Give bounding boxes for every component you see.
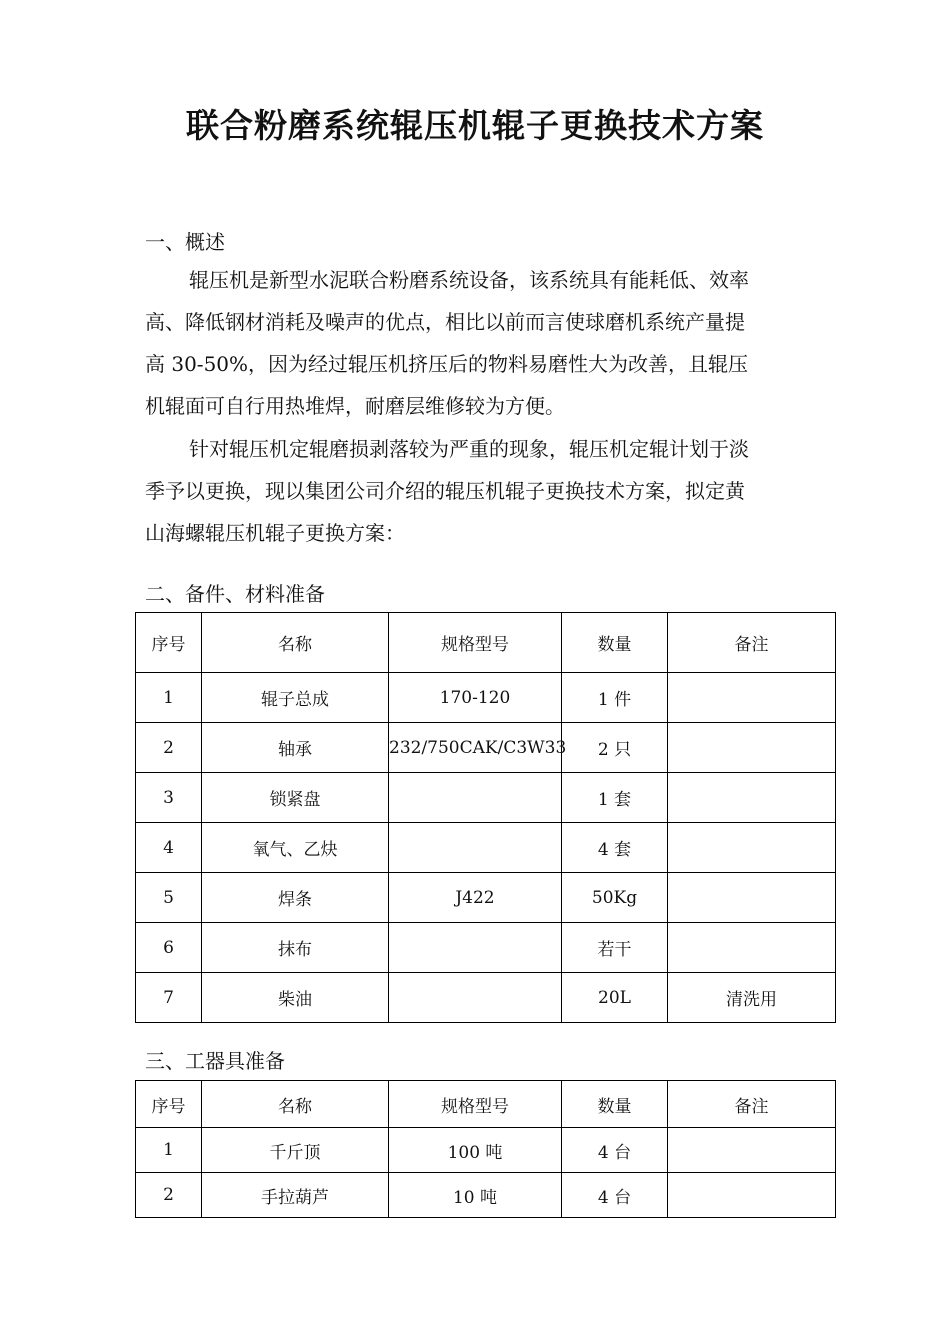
table-row <box>136 973 836 1023</box>
paragraph-line: 季予以更换，现以集团公司介绍的辊压机辊子更换技术方案，拟定黄 <box>145 479 745 503</box>
table-row <box>136 1173 836 1218</box>
table-cell: 100 吨 <box>389 1128 562 1173</box>
overview-paragraph-1 <box>145 259 807 427</box>
table-row <box>136 723 836 773</box>
table-cell: 3 <box>136 773 202 823</box>
table-cell: 清洗用 <box>668 973 836 1023</box>
header-cell-remark: 备注 <box>668 1081 836 1128</box>
paragraph-line: 高、降低钢材消耗及噪声的优点，相比以前而言使球磨机系统产量提 <box>145 310 745 334</box>
table-cell <box>668 1173 836 1218</box>
table-cell <box>668 923 836 973</box>
table-cell: J422 <box>389 873 562 923</box>
table-row <box>136 673 836 723</box>
header-cell-quantity: 数量 <box>562 613 668 673</box>
table-cell: 6 <box>136 923 202 973</box>
table-cell: 20L <box>562 973 668 1023</box>
table-cell: 手拉葫芦 <box>202 1173 389 1218</box>
header-cell-spec: 规格型号 <box>389 1081 562 1128</box>
table-cell <box>668 773 836 823</box>
table-cell: 5 <box>136 873 202 923</box>
table-cell: 4 台 <box>562 1128 668 1173</box>
table-cell: 7 <box>136 973 202 1023</box>
header-cell-index: 序号 <box>136 1081 202 1128</box>
table-cell: 焊条 <box>202 873 389 923</box>
table-row <box>136 773 836 823</box>
header-cell-remark: 备注 <box>668 613 836 673</box>
section-heading-tools: 三、工器具准备 <box>145 1049 285 1073</box>
table-cell: 170-120 <box>389 673 562 723</box>
table-cell: 抹布 <box>202 923 389 973</box>
table-cell: 2 <box>136 723 202 773</box>
table-cell <box>668 723 836 773</box>
table-header-row <box>136 613 836 673</box>
section-heading-materials: 二、备件、材料准备 <box>145 582 325 606</box>
table-row <box>136 923 836 973</box>
header-cell-spec: 规格型号 <box>389 613 562 673</box>
table-cell: 232/750CAK/C3W33 <box>389 723 562 773</box>
table-cell: 2 <box>136 1173 202 1218</box>
table-cell: 1 <box>136 673 202 723</box>
header-cell-name: 名称 <box>202 613 389 673</box>
table-cell: 1 套 <box>562 773 668 823</box>
header-cell-index: 序号 <box>136 613 202 673</box>
table-cell: 4 套 <box>562 823 668 873</box>
tools-table <box>135 1080 836 1218</box>
paragraph-line: 辊压机是新型水泥联合粉磨系统设备，该系统具有能耗低、效率 <box>189 268 749 292</box>
table-cell <box>389 923 562 973</box>
table-cell: 氧气、乙炔 <box>202 823 389 873</box>
table-cell <box>389 973 562 1023</box>
table-cell: 2 只 <box>562 723 668 773</box>
paragraph-line: 高 30-50%，因为经过辊压机挤压后的物料易磨性大为改善，且辊压 <box>145 352 749 376</box>
table-cell: 1 <box>136 1128 202 1173</box>
table-cell: 千斤顶 <box>202 1128 389 1173</box>
section-heading-overview: 一、概述 <box>145 230 225 254</box>
table-cell <box>389 773 562 823</box>
table-cell: 辊子总成 <box>202 673 389 723</box>
table-cell: 锁紧盘 <box>202 773 389 823</box>
page-title: 联合粉磨系统辊压机辊子更换技术方案 <box>186 106 764 145</box>
table-cell: 1 件 <box>562 673 668 723</box>
table-cell: 轴承 <box>202 723 389 773</box>
table-cell: 柴油 <box>202 973 389 1023</box>
table-cell <box>668 673 836 723</box>
table-cell <box>668 1128 836 1173</box>
table-cell: 若干 <box>562 923 668 973</box>
table-cell <box>389 823 562 873</box>
header-cell-quantity: 数量 <box>562 1081 668 1128</box>
table-cell: 50Kg <box>562 873 668 923</box>
paragraph-line: 机辊面可自行用热堆焊，耐磨层维修较为方便。 <box>145 394 565 418</box>
table-cell <box>668 873 836 923</box>
table-row <box>136 873 836 923</box>
table-cell: 10 吨 <box>389 1173 562 1218</box>
table-cell: 4 台 <box>562 1173 668 1218</box>
overview-paragraph-2 <box>145 428 807 554</box>
table-row <box>136 1128 836 1173</box>
table-row <box>136 823 836 873</box>
paragraph-line: 山海螺辊压机辊子更换方案： <box>145 521 405 545</box>
header-cell-name: 名称 <box>202 1081 389 1128</box>
table-header-row <box>136 1081 836 1128</box>
table-cell <box>668 823 836 873</box>
materials-table <box>135 612 836 1023</box>
table-cell: 4 <box>136 823 202 873</box>
paragraph-line: 针对辊压机定辊磨损剥落较为严重的现象，辊压机定辊计划于淡 <box>189 437 749 461</box>
